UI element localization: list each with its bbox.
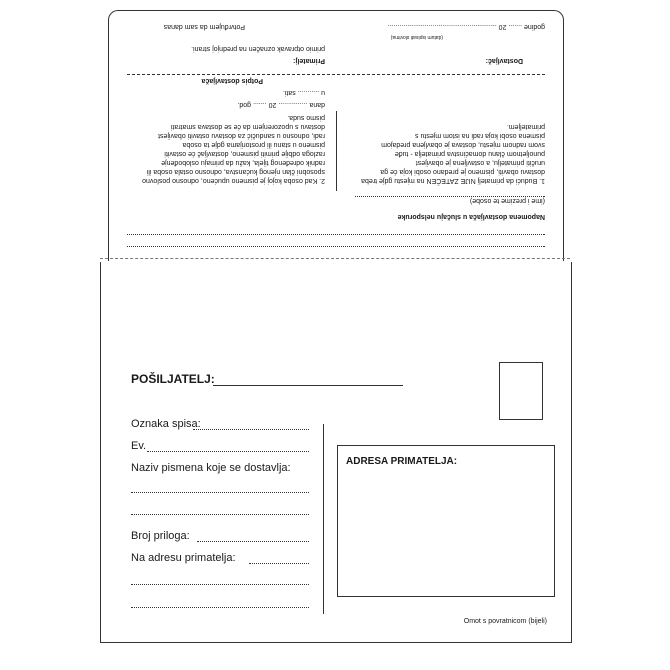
na-adresu-line[interactable]	[131, 607, 309, 608]
item1-note: (ime i prezime te osobe)	[469, 197, 545, 204]
receipt-separator	[127, 74, 545, 75]
item2-text: dostavu s upozorenjem da će se dostava smatrati	[170, 123, 325, 130]
sender-line[interactable]	[213, 385, 403, 386]
recipient-address-box[interactable]	[337, 445, 555, 597]
datum-note: (datum ispisati slovima)	[390, 34, 443, 40]
stamp-box	[499, 362, 543, 420]
ev-label: Ev.	[131, 440, 147, 452]
sati-line: u ........... sati.	[282, 89, 325, 96]
return-receipt	[109, 11, 563, 261]
item1-text: 1. Budući da primatelj NIJE ZATEČEN na mjestu gdje treba	[361, 177, 545, 184]
receipt-line	[127, 246, 545, 247]
primio-text: primio otpravak označen na prednjoj strani.	[191, 45, 325, 52]
naziv-pismena-label: Naziv pismena koje se dostavlja:	[131, 462, 291, 474]
item2-text: pismo suda.	[287, 114, 325, 121]
item1-text: svom radnom mjestu, dostava je obavljena predajom	[381, 141, 545, 148]
item2-text: sposobni član njenog kućanstva, odnosno ostala osoba ili	[146, 168, 325, 175]
vertical-divider	[323, 424, 324, 614]
naziv-pismena-line[interactable]	[131, 492, 309, 493]
na-adresu-line[interactable]	[131, 584, 309, 585]
envelope-flap	[108, 10, 564, 261]
item2-text: pismeno u stanu ili prostorijama gdje ta osoba	[182, 141, 325, 148]
receipt-line	[355, 196, 545, 197]
potpis-dostavljaca: Potpis dostavljača	[201, 77, 263, 84]
ev-line[interactable]	[147, 451, 309, 452]
envelope-body	[100, 262, 572, 643]
item1-text: uručiti primatelju, a ostavljena je obavijest	[415, 159, 545, 166]
dana-line: dana ............... 20 ....... god.	[237, 101, 325, 108]
primatelj-label: Primatelj:	[293, 57, 325, 64]
item1-text: punoljetnom članu domaćinstva primatelja - tuđe	[394, 150, 545, 157]
item1-text: pismena osobi koja radi na istom mjestu s	[415, 132, 545, 139]
item2-text: 2. Kad osoba kojoj je pismeno upućeno, odnosno poslovno	[142, 177, 325, 184]
potvrda-text: Potvrđujem da sam danas	[163, 23, 245, 30]
fold-line	[100, 258, 570, 259]
sender-label: POŠILJATELJ:	[131, 372, 215, 386]
recipient-label: ADRESA PRIMATELJA:	[346, 456, 458, 467]
na-adresu-label: Na adresu primatelja:	[131, 552, 236, 564]
potvrda-line: godine ....... 20 ........................................................	[387, 23, 545, 30]
column-divider	[336, 111, 337, 191]
napomena-heading: Napomena dostavljača u slučaju nelsporuke	[397, 213, 545, 220]
item2-text: radnik određenog tijela, kažu da primaju oslobođenje	[161, 159, 325, 166]
dostavljac-label: Dostavljač:	[485, 57, 523, 64]
footer-note: Omot s povratnicom (bijeli)	[463, 618, 547, 625]
oznaka-spisa-label: Oznaka spisa:	[131, 418, 201, 430]
item2-text: razloga odbije primiti pismeno, dostavljač će ostaviti	[164, 150, 325, 157]
broj-priloga-line[interactable]	[197, 541, 309, 542]
item1-text: primateljem.	[506, 123, 545, 130]
item2-text: radi, odnosno u sandučić za dostavu ostaviti obavijest	[158, 132, 325, 139]
na-adresu-line[interactable]	[249, 563, 309, 564]
receipt-line	[127, 234, 545, 235]
naziv-pismena-line[interactable]	[131, 514, 309, 515]
item1-text: dostavu obaviti, pismeno je predano osobi koja će ga	[380, 168, 545, 175]
broj-priloga-label: Broj priloga:	[131, 530, 190, 542]
oznaka-spisa-line[interactable]	[193, 429, 309, 430]
